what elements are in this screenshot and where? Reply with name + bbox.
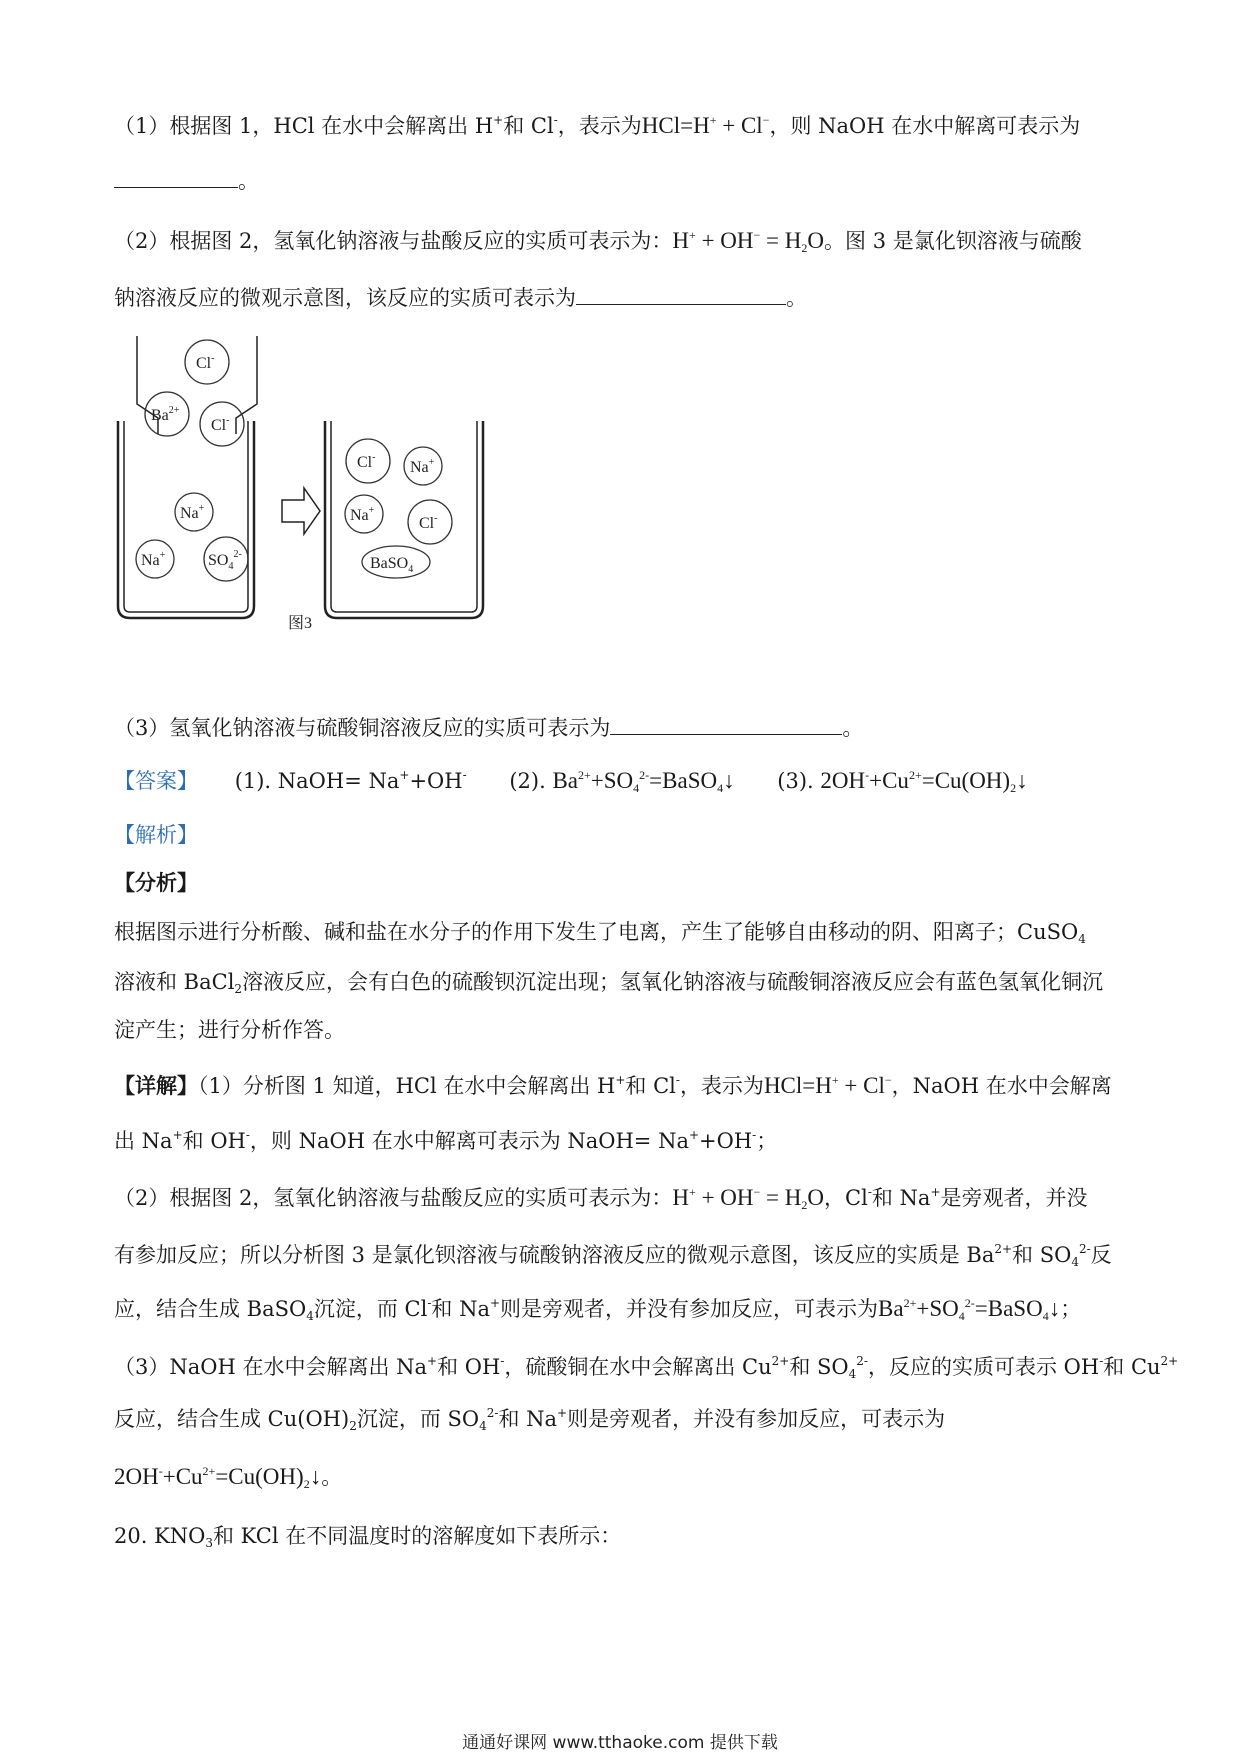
detail-eq2-d: O (807, 1185, 825, 1210)
ion-label: Na+ (180, 503, 205, 522)
answer-line (114, 766, 1028, 796)
answer-2-eq-b: +SO (590, 768, 634, 793)
detail-eq4-c: =Cu(OH) (215, 1464, 304, 1489)
detail-p2b: ，Cl (824, 1186, 868, 1210)
q3-line (114, 713, 863, 743)
q2-line2 (114, 283, 807, 313)
answer-1-b: +OH (409, 769, 463, 793)
q1-eq-a: HCl=H (641, 113, 710, 138)
detail-p2j: 和 Na (431, 1297, 490, 1321)
detail-p2l: ； (1060, 1297, 1082, 1321)
q1-mid2: ，表示为 (557, 114, 642, 138)
detail-line1: 【详解】（1）分析图 1 知道，HCl 在水中会解离出 H+和 Cl-，表示为HCl=H+ + Cl−，NaOH 在水中会解离 (114, 1073, 1112, 1098)
answer-3-eq-b: +Cu (869, 768, 909, 793)
q2-prefix: （2）根据图 2，氢氧化钠溶液与盐酸反应的实质可表示为： (114, 229, 673, 253)
q1-equation: HCl=H+ + Cl− (641, 113, 770, 138)
ion-label: BaSO$_4$ (370, 555, 414, 575)
detail-p1b: 和 Cl (625, 1074, 676, 1098)
detail-p2k: 则是旁观者，并没有参加反应，可表示为 (500, 1297, 879, 1321)
detail-eq2-c: = H (760, 1185, 802, 1210)
detail-p3c: ，硫酸铜在水中会解离出 Cu (504, 1355, 772, 1379)
q2-line (114, 226, 1082, 256)
down-arrow-icon: ↓ (723, 768, 735, 793)
detail-p3e: ，反应的实质可表示 OH (867, 1355, 1100, 1379)
ion-label: Cl- (419, 513, 438, 532)
ion-label: Na+ (350, 505, 375, 524)
detail-line7: 反应，结合生成 $Cu(OH)_2$沉淀，而 $SO_4^{2-}$和 Na+则是旁观者，并没有参加反应，可表示为 (114, 1406, 946, 1433)
detail-p3i: 和 Na (498, 1407, 558, 1431)
detail-p1a: （1）分析图 1 知道，HCl 在水中会解离出 H (198, 1074, 616, 1098)
answer-1-a: (1). NaOH= Na (234, 769, 400, 793)
ion-label: $Ba^{2+}$ (151, 405, 180, 424)
detail-eq3-c: =BaSO (974, 1296, 1043, 1321)
q20-line: 20. $KNO_3$和 KCl 在不同温度时的溶解度如下表所示： (114, 1524, 622, 1550)
fenxi-line1: 根据图示进行分析酸、碱和盐在水分子的作用下发生了电离，产生了能够自由移动的阴、阳离子；CuSO$_4$ (114, 920, 1086, 946)
ion-label: Cl- (211, 415, 230, 434)
fenxi-l3: 淀产生；进行分析作答。 (114, 1018, 345, 1042)
q20-b: 和 KCl 在不同温度时的溶解度如下表所示： (213, 1524, 622, 1548)
figure-3 (112, 326, 492, 646)
answer-2: (2). $Ba^{2+}+SO_4^{2-}=BaSO_4↓$ (509, 768, 735, 795)
q2-suffix: 。图 3 是氯化钡溶液与硫酸 (824, 229, 1082, 253)
fenxi-l2b: 溶液反应，会有白色的硫酸钡沉淀出现；氢氧化钠溶液与硫酸铜溶液反应会有蓝色氢氧化铜沉 (242, 970, 1104, 994)
q1-end: 。 (238, 169, 259, 193)
detail-eq2-b: + OH (695, 1185, 754, 1210)
q3-blank[interactable] (610, 714, 842, 735)
detail-p1i: ； (756, 1129, 778, 1153)
answer-2-eq-a: Ba (552, 768, 579, 793)
detail-line5: 应，结合生成 BaSO$_4$沉淀，而 Cl-和 Na+则是旁观者，并没有参加反应，可表示为$Ba^{2+}+SO_4^{2-}=BaSO_4↓$； (114, 1296, 1082, 1323)
answer-3: (3). $2OH^-+Cu^{2+}=Cu(OH)_2↓$ (777, 768, 1028, 795)
detail-p2i: 沉淀，而 Cl (313, 1297, 428, 1321)
detail-eq3-b: +SO (916, 1296, 959, 1321)
answer-2-num: (2). (509, 769, 546, 793)
detail-p3d: 和 SO (789, 1355, 849, 1379)
q3-end: 。 (842, 716, 864, 740)
detail-p3b: 和 OH (437, 1355, 501, 1379)
q3-text: （3）氢氧化钠溶液与硫酸铜溶液反应的实质可表示为 (114, 716, 611, 740)
q1-mid1: 和 Cl (503, 114, 554, 138)
q1-line: （1）根据图 1，HCl 在水中会解离出 H+和 Cl-，表示为HCl=H+ + Cl−，则 NaOH 在水中解离可表示为 (114, 113, 1081, 138)
detail-eq-a: HCl=H (763, 1073, 832, 1098)
detail-p3h: 沉淀，而 SO (356, 1407, 480, 1431)
q2-eq-b: + OH (695, 228, 754, 253)
detail-p1c: ，表示为 (679, 1074, 764, 1098)
detail-p1e: 出 Na (114, 1129, 173, 1153)
analysis-tag: 【解析】 (114, 823, 198, 847)
detail-p1d: ，NaOH 在水中会解离 (891, 1074, 1112, 1098)
q2-eq-c: = H (760, 228, 802, 253)
detail-p1f: 和 OH (182, 1129, 246, 1153)
figure-caption: 图3 (288, 615, 313, 632)
answer-3-eq-a: 2OH (820, 768, 866, 793)
detail-p3f: 和 Cu (1103, 1355, 1161, 1379)
detail-p2f: 和 SO (1012, 1243, 1072, 1267)
fenxi-tag: 【分析】 (114, 870, 198, 895)
detail-p1g: ，则 NaOH 在水中解离可表示为 NaOH= Na (249, 1129, 689, 1153)
detail-eq3-a: Ba (878, 1296, 904, 1321)
q1-answer-line (114, 166, 259, 196)
q1-blank[interactable] (114, 167, 238, 188)
detail-p1h: +OH (699, 1129, 753, 1153)
ion-label: Na+ (141, 550, 166, 569)
detail-p3a: （3）NaOH 在水中会解离出 Na (114, 1355, 428, 1379)
detail-eq-b: + Cl (838, 1073, 885, 1098)
ion-label: Na+ (410, 457, 435, 476)
q2-equation: $H^+ + OH^- = H_2O$ (672, 228, 825, 255)
q20-a: 20. KNO (114, 1524, 206, 1548)
detail-p3j: 则是旁观者，并没有参加反应，可表示为 (567, 1407, 946, 1431)
detail-eq4-a: 2OH (114, 1464, 159, 1489)
q1-prefix: （1）根据图 1，HCl 在水中会解离出 H (114, 114, 494, 138)
q2-line2-text: 钠溶液反应的微观示意图，该反应的实质可表示为 (114, 286, 576, 310)
q1-eq-b: + Cl (716, 113, 763, 138)
detail-p2a: （2）根据图 2，氢氧化钠溶液与盐酸反应的实质可表示为： (114, 1186, 673, 1210)
detail-p2e: 有参加反应；所以分析图 3 是氯化钡溶液与硫酸钠溶液反应的微观示意图，该反应的实质是 Ba (114, 1243, 995, 1267)
detail-p3g: 反应，结合生成 Cu(OH) (114, 1407, 350, 1431)
answer-3-num: (3). (777, 769, 814, 793)
detail-line6: （3）NaOH 在水中会解离出 Na+和 OH-，硫酸铜在水中会解离出 $Cu^{2+}$和 $SO_4^{2-}$，反应的实质可表示 OH-和 $Cu^{2+}$ (114, 1354, 1179, 1381)
page-footer: 通通好课网 www.tthaoke.com 提供下载 (462, 1733, 778, 1753)
down-arrow-icon: ↓ (1016, 768, 1028, 793)
detail-p2c: 和 Na (871, 1186, 931, 1210)
q1-suffix: ，则 NaOH 在水中解离可表示为 (769, 114, 1081, 138)
q2-end: 。 (786, 286, 807, 310)
detail-line3: （2）根据图 2，氢氧化钠溶液与盐酸反应的实质可表示为：$H^+ + OH^- = H_2O$，Cl-和 Na+是旁观者，并没 (114, 1185, 1088, 1212)
detail-p3k: 。 (321, 1465, 343, 1489)
detail-line2: 出 Na+和 OH-，则 NaOH 在水中解离可表示为 NaOH= Na++OH-； (114, 1128, 778, 1153)
detail-line8: $2OH^-+Cu^{2+}=Cu(OH)_2↓$。 (114, 1464, 343, 1491)
answer-3-eq-c: =Cu(OH) (921, 768, 1011, 793)
fenxi-line2: 溶液和 BaCl$_2$溶液反应，会有白色的硫酸钡沉淀出现；氢氧化钠溶液与硫酸铜溶液反应会有蓝色氢氧化铜沉 (114, 970, 1104, 996)
detail-p2g: 反 (1090, 1243, 1112, 1267)
ion-label: $SO_4^{2-}$ (208, 549, 242, 572)
reaction-arrow-icon (282, 488, 320, 534)
down-arrow-icon: ↓ (309, 1464, 322, 1489)
ion-label: Cl- (357, 452, 376, 471)
detail-line4: 有参加反应；所以分析图 3 是氯化钡溶液与硫酸钠溶液反应的微观示意图，该反应的实质是 $Ba^{2+}$和 $SO_4^{2-}$反 (114, 1242, 1112, 1269)
q2-blank[interactable] (576, 284, 786, 305)
fenxi-l1: 根据图示进行分析酸、碱和盐在水分子的作用下发生了电离，产生了能够自由移动的阴、阳离子；CuSO (114, 920, 1079, 944)
detail-eq4-b: +Cu (162, 1464, 203, 1489)
funnel-right-wall (236, 336, 257, 434)
answer-2-eq-c: =BaSO (649, 768, 718, 793)
detail-p2h: 应，结合生成 BaSO (114, 1297, 307, 1321)
q2-eq-d: O (807, 228, 825, 253)
answer-tag: 【答案】 (114, 769, 198, 793)
q2-eq-a: H (672, 228, 690, 253)
ion-label: Cl- (196, 353, 215, 372)
detail-eq2-a: H (672, 1185, 690, 1210)
fenxi-l2: 溶液和 BaCl (114, 970, 235, 994)
answer-1: (1). NaOH= Na++OH- (234, 768, 467, 793)
detail-tag: 【详解】 (114, 1073, 198, 1098)
down-arrow-icon: ↓ (1048, 1296, 1061, 1321)
detail-p2d: 是旁观者，并没 (940, 1186, 1088, 1210)
